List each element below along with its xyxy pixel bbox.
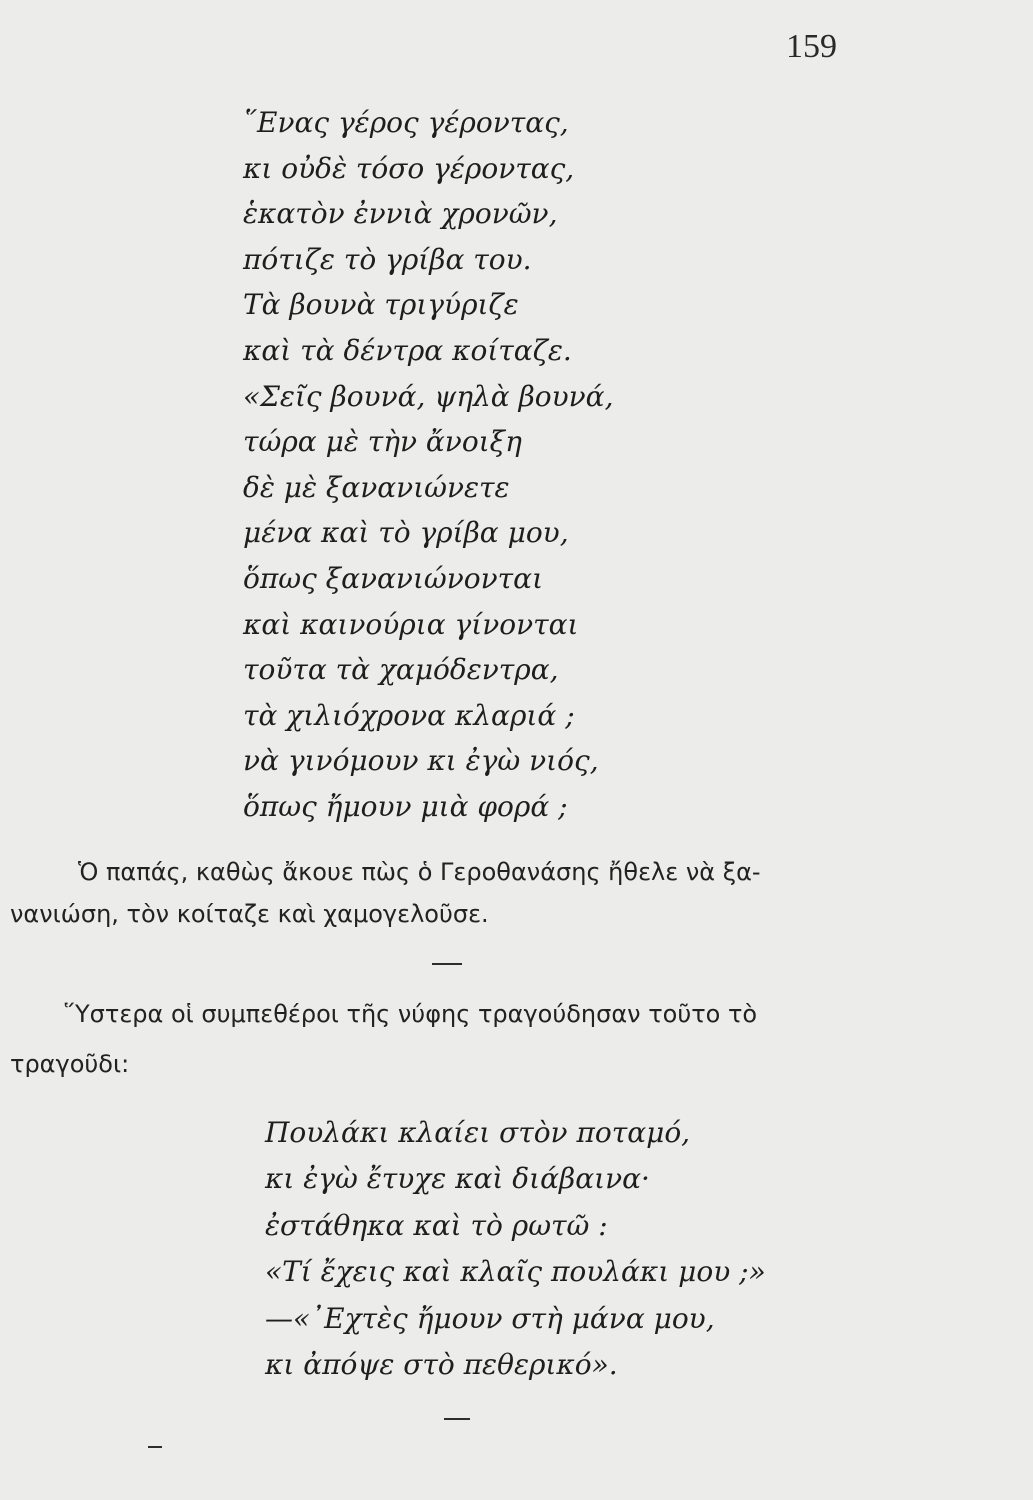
prose-paragraph-priest-line-2: νανιώση, τὸν κοίταζε καὶ χαμογελοῦσε.: [10, 900, 489, 928]
poem-line: ἑκατὸν ἐννιὰ χρονῶν,: [243, 197, 558, 231]
poem-line: νὰ γινόμουν κι ἐγὼ νιός,: [243, 744, 599, 778]
prose-paragraph-priest-line-1: Ὁ παπάς, καθὼς ἄκουε πὼς ὁ Γεροθανάσης ἤθελε νὰ ξα-: [78, 858, 761, 886]
poem-line: καὶ τὰ δέντρα κοίταζε.: [243, 333, 572, 367]
poem-line: Πουλάκι κλαίει στὸν ποταμό,: [265, 1116, 691, 1149]
poem-line: ῞Ενας γέρος γέροντας,: [243, 106, 569, 139]
section-divider: [444, 1418, 470, 1420]
poem-line: ὅπως ξανανιώνονται: [243, 561, 544, 595]
section-divider: [432, 963, 462, 965]
prose-paragraph-song-intro-line-1: ῞Υστερα οἱ συμπεθέροι τῆς νύφης τραγούδησαν τοῦτο τὸ: [63, 1000, 758, 1028]
poem-line: «Τί ἔχεις καὶ κλαῖς πουλάκι μου ;»: [265, 1255, 766, 1289]
poem-line: μένα καὶ τὸ γρίβα μου,: [243, 516, 569, 550]
page-number: 159: [786, 28, 837, 65]
poem-line: τὰ χιλιόχρονα κλαριά ;: [243, 698, 575, 732]
poem-line: πότιζε τὸ γρίβα του.: [243, 242, 532, 276]
margin-mark: [148, 1446, 162, 1448]
prose-paragraph-song-intro-line-2: τραγοῦδι:: [10, 1050, 130, 1078]
poem-line: τώρα μὲ τὴν ἄνοιξη: [243, 425, 522, 459]
poem-line: δὲ μὲ ξανανιώνετε: [243, 470, 510, 504]
poem-line: κι ἀπόψε στὸ πεθερικό».: [265, 1347, 618, 1381]
poem-second: [265, 1110, 766, 1388]
poem-line: ὅπως ἤμουν μιὰ φορά ;: [243, 789, 568, 823]
poem-line: κι ἐγὼ ἔτυχε καὶ διάβαινα·: [265, 1162, 650, 1196]
poem-line: Τὰ βουνὰ τριγύριζε: [243, 288, 519, 322]
poem-line: «Σεῖς βουνά, ψηλὰ βουνά,: [243, 379, 614, 413]
poem-line: ἐστάθηκα καὶ τὸ ρωτῶ :: [265, 1208, 608, 1242]
poem-line: καὶ καινούρια γίνονται: [243, 607, 579, 641]
poem-line: τοῦτα τὰ χαμόδεντρα,: [243, 653, 559, 687]
poem-first: [243, 100, 614, 830]
poem-line: κι οὐδὲ τόσο γέροντας,: [243, 151, 575, 185]
poem-line: —«᾿Εχτὲς ἤμουν στὴ μάνα μου,: [265, 1301, 715, 1335]
